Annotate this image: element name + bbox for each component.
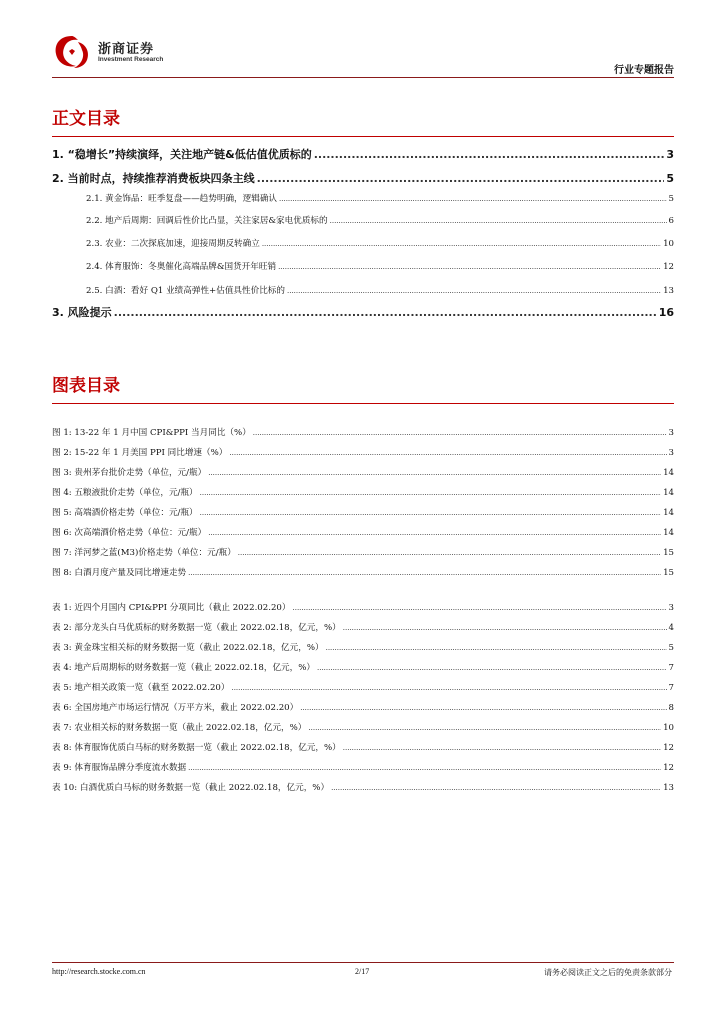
toc-title-divider — [52, 136, 674, 137]
table-entry-6-page-number: 8 — [668, 703, 674, 713]
figure-entry-1-label: 图 1: 13-22 年 1 月中国 CPI&PPI 当月同比（%） — [52, 428, 251, 438]
dot-leader — [331, 784, 661, 792]
toc-entry-3-page-number: 5 — [668, 194, 674, 204]
figures-title: 图表目录 — [52, 376, 120, 396]
toc-entry-8-page-number: 16 — [658, 306, 674, 319]
dot-leader — [308, 724, 661, 732]
dot-leader — [238, 549, 661, 557]
company-logo-icon — [52, 34, 92, 70]
dot-leader — [287, 287, 661, 295]
toc-entry-7-page-number: 13 — [663, 286, 674, 296]
toc-entry-7[interactable] — [86, 284, 674, 296]
toc-entry-3-label: 2.1. 黄金饰品：旺季复盘——趋势明确，逻辑确认 — [86, 194, 278, 204]
figure-entry-5-label: 图 5: 高端酒价格走势（单位：元/瓶） — [52, 508, 198, 518]
dot-leader — [229, 449, 666, 457]
figure-entry-8-label: 图 8: 白酒月度产量及同比增速走势 — [52, 568, 187, 578]
dot-leader — [278, 263, 661, 271]
dot-leader — [262, 240, 661, 248]
toc-entry-7-label: 2.5. 白酒：看好 Q1 业绩高弹性+估值具性价比标的 — [86, 286, 285, 296]
table-entry-5-label: 表 5: 地产相关政策一览（截至 2022.02.20） — [52, 683, 230, 693]
figure-entry-4-page-number: 14 — [663, 488, 674, 498]
dot-leader — [231, 684, 666, 692]
table-entry-5[interactable] — [52, 681, 674, 693]
toc-entry-8-label: 3. 风险提示 — [52, 306, 112, 319]
table-entry-1-page-number: 3 — [668, 603, 674, 613]
figure-entry-4[interactable] — [52, 486, 674, 498]
table-entry-9[interactable] — [52, 761, 674, 773]
toc-title: 正文目录 — [52, 109, 120, 129]
toc-entry-2-label: 2. 当前时点，持续推荐消费板块四条主线 — [52, 172, 255, 185]
table-entry-9-page-number: 12 — [663, 763, 674, 773]
table-entry-8[interactable] — [52, 741, 674, 753]
table-entry-5-page-number: 7 — [668, 683, 674, 693]
table-entry-7-label: 表 7: 农业相关标的财务数据一览（截止 2022.02.18，亿元，%） — [52, 723, 307, 733]
figure-entry-8-page-number: 15 — [663, 568, 674, 578]
figure-entry-2[interactable] — [52, 446, 674, 458]
table-entry-8-page-number: 12 — [663, 743, 674, 753]
figure-entry-2-page-number: 3 — [668, 448, 674, 458]
toc-entry-6[interactable] — [86, 260, 674, 272]
toc-entry-4-label: 2.2. 地产后周期：回调后性价比凸显，关注家居&家电优质标的 — [86, 216, 328, 226]
dot-leader — [200, 509, 661, 517]
dot-leader — [293, 604, 667, 612]
footer-url[interactable]: http://research.stocke.com.cn — [52, 967, 146, 976]
dot-leader — [114, 306, 657, 319]
table-entry-10[interactable] — [52, 781, 674, 793]
toc-entry-5[interactable] — [86, 237, 674, 249]
toc-entry-4-page-number: 6 — [668, 216, 674, 226]
toc-entry-2-page-number: 5 — [666, 172, 674, 185]
figure-entry-7[interactable] — [52, 546, 674, 558]
footer-page-number: 2/17 — [355, 967, 370, 976]
page-header — [52, 34, 674, 76]
header-divider — [52, 77, 674, 78]
dot-leader — [253, 429, 667, 437]
dot-leader — [188, 764, 661, 772]
table-entry-1-label: 表 1: 近四个月国内 CPI&PPI 分项同比（截止 2022.02.20） — [52, 603, 291, 613]
toc-entry-5-label: 2.3. 农业：二次探底加速，迎接周期反转确立 — [86, 239, 260, 249]
table-entry-2-label: 表 2: 部分龙头白马优质标的财务数据一览（截止 2022.02.18，亿元，%） — [52, 623, 341, 633]
logo-chinese-name: 浙商证券 — [98, 42, 155, 57]
table-entry-4[interactable] — [52, 661, 674, 673]
table-entry-6[interactable] — [52, 701, 674, 713]
figures-title-divider — [52, 403, 674, 404]
toc-entry-3[interactable] — [86, 192, 674, 204]
dot-leader — [208, 529, 661, 537]
figure-entry-6-label: 图 6: 次高端酒价格走势（单位：元/瓶） — [52, 528, 207, 538]
dot-leader — [200, 489, 661, 497]
table-entry-9-label: 表 9: 体育服饰品牌分季度流水数据 — [52, 763, 187, 773]
table-entry-3-page-number: 5 — [668, 643, 674, 653]
figure-entry-6-page-number: 14 — [663, 528, 674, 538]
figure-entry-5[interactable] — [52, 506, 674, 518]
toc-entry-4[interactable] — [86, 214, 674, 226]
figure-entry-3[interactable] — [52, 466, 674, 478]
toc-entry-8[interactable] — [52, 304, 674, 320]
report-type-label: 行业专题报告 — [614, 65, 674, 76]
table-entry-3-label: 表 3: 黄金珠宝相关标的财务数据一览（截止 2022.02.18，亿元，%） — [52, 643, 324, 653]
toc-entry-1[interactable] — [52, 146, 674, 162]
table-entry-10-page-number: 13 — [663, 783, 674, 793]
toc-entry-1-label: 1. “稳增长”持续演绎，关注地产链&低估值优质标的 — [52, 148, 312, 161]
dot-leader — [343, 744, 661, 752]
table-entry-8-label: 表 8: 体育服饰优质白马标的财务数据一览（截止 2022.02.18，亿元，%） — [52, 743, 341, 753]
dot-leader — [208, 469, 661, 477]
figure-entry-7-page-number: 15 — [663, 548, 674, 558]
table-entry-1[interactable] — [52, 601, 674, 613]
toc-entry-6-page-number: 12 — [663, 262, 674, 272]
figure-entry-4-label: 图 4: 五粮液批价走势（单位，元/瓶） — [52, 488, 198, 498]
table-entry-6-label: 表 6: 全国房地产市场运行情况（万平方米，截止 2022.02.20） — [52, 703, 299, 713]
dot-leader — [300, 704, 666, 712]
footer-divider — [52, 962, 674, 963]
figure-entry-5-page-number: 14 — [663, 508, 674, 518]
toc-entry-5-page-number: 10 — [663, 239, 674, 249]
toc-entry-2[interactable] — [52, 170, 674, 186]
figure-entry-3-label: 图 3: 贵州茅台批价走势（单位，元/瓶） — [52, 468, 207, 478]
dot-leader — [314, 148, 665, 161]
table-entry-4-label: 表 4: 地产后周期标的财务数据一览（截止 2022.02.18，亿元，%） — [52, 663, 315, 673]
dot-leader — [326, 644, 667, 652]
dot-leader — [188, 569, 661, 577]
toc-entry-6-label: 2.4. 体育服饰：冬奥催化高端品牌&国货开年旺销 — [86, 262, 277, 272]
toc-entry-1-page-number: 3 — [666, 148, 674, 161]
figure-entry-6[interactable] — [52, 526, 674, 538]
table-entry-2-page-number: 4 — [668, 623, 674, 633]
footer-disclaimer: 请务必阅读正文之后的免责条款部分 — [544, 968, 672, 977]
dot-leader — [343, 624, 667, 632]
dot-leader — [279, 195, 667, 203]
dot-leader — [257, 172, 665, 185]
logo-english-name: Investment Research — [98, 56, 164, 63]
table-entry-3[interactable] — [52, 641, 674, 653]
figure-entry-1[interactable] — [52, 426, 674, 438]
dot-leader — [317, 664, 667, 672]
table-entry-2[interactable] — [52, 621, 674, 633]
dot-leader — [330, 217, 667, 225]
figure-entry-1-page-number: 3 — [668, 428, 674, 438]
figure-entry-8[interactable] — [52, 566, 674, 578]
table-entry-7[interactable] — [52, 721, 674, 733]
figure-entry-2-label: 图 2: 15-22 年 1 月美国 PPI 同比增速（%） — [52, 448, 228, 458]
table-entry-7-page-number: 10 — [663, 723, 674, 733]
figure-entry-7-label: 图 7: 洋河梦之蓝(M3)价格走势（单位：元/瓶） — [52, 548, 236, 558]
figure-entry-3-page-number: 14 — [663, 468, 674, 478]
table-entry-4-page-number: 7 — [668, 663, 674, 673]
table-entry-10-label: 表 10: 白酒优质白马标的财务数据一览（截止 2022.02.18，亿元，%） — [52, 783, 330, 793]
